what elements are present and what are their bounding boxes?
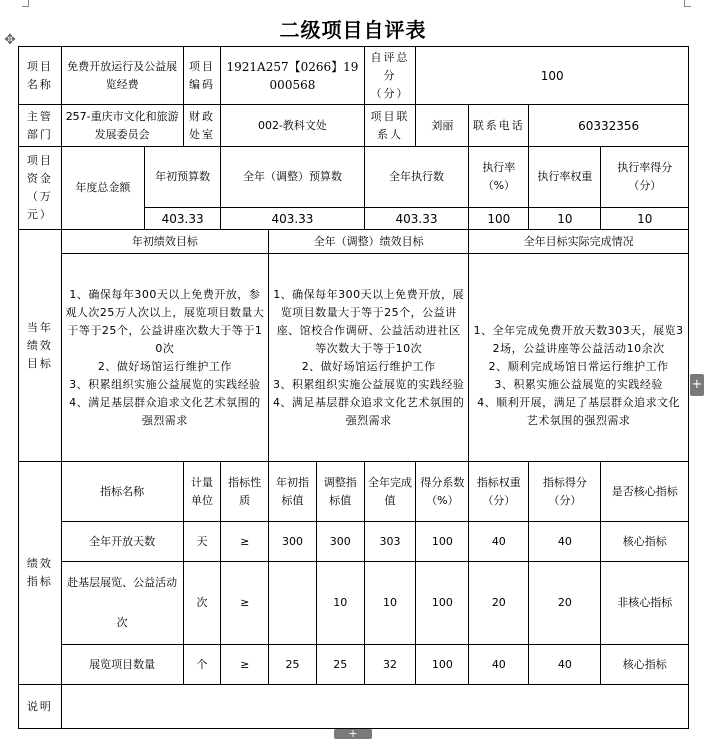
table-row <box>19 522 689 562</box>
ind-coef: 100 <box>416 645 469 685</box>
ind-complete: 10 <box>364 562 416 645</box>
label-exec-score: 执行率得分（分） <box>601 147 689 208</box>
goal-adjusted-text <box>269 254 469 462</box>
ind-weight: 20 <box>469 562 529 645</box>
evaluation-table <box>18 46 689 729</box>
value-notes[interactable] <box>61 685 688 729</box>
ind-core: 核心指标 <box>601 522 689 562</box>
ind-complete: 32 <box>364 645 416 685</box>
label-is-core: 是否核心指标 <box>601 462 689 522</box>
value-dept: 257-重庆市文化和旅游发展委员会 <box>61 105 183 147</box>
goal-actual-text <box>469 254 689 462</box>
value-project-code: 1921A257【0266】19000568 <box>221 47 364 105</box>
label-exec-rate: 执行率（%） <box>469 147 529 208</box>
goal-item: 1、全年完成免费开放天数303天，展览32场，公益讲座等公益活动10余次 <box>473 324 684 355</box>
ind-unit: 次 <box>183 562 221 645</box>
ind-complete: 303 <box>364 522 416 562</box>
label-goal-actual: 全年目标实际完成情况 <box>469 230 689 254</box>
value-contact: 刘丽 <box>416 105 469 147</box>
ind-initial <box>269 562 317 645</box>
ind-weight: 40 <box>469 645 529 685</box>
ind-adjusted: 25 <box>316 645 364 685</box>
table-row <box>19 645 689 685</box>
ind-name: 全年开放天数 <box>61 522 183 562</box>
goal-item: 2、做好场馆运行维护工作 <box>97 359 232 373</box>
ind-nature: ≥ <box>221 645 269 685</box>
ind-name: 展览项目数量 <box>61 645 183 685</box>
label-annual-total: 年度总金额 <box>61 147 144 230</box>
label-initial-budget: 年初预算数 <box>145 147 221 208</box>
label-phone: 联系电话 <box>469 105 529 147</box>
value-exec-weight: 10 <box>529 208 601 230</box>
label-score-coef: 得分系数（%） <box>416 462 469 522</box>
ind-initial: 25 <box>269 645 317 685</box>
label-ind-weight: 指标权重（分） <box>469 462 529 522</box>
ind-core: 非核心指标 <box>601 562 689 645</box>
add-column-icon[interactable]: + <box>690 374 704 396</box>
goal-item: 4、满足基层群众追求文化艺术氛围的强烈需求 <box>69 395 261 427</box>
goal-item: 2、顺利完成场馆日常运行维护工作 <box>488 360 669 373</box>
ind-name: 赴基层展览、公益活动次 <box>61 562 183 645</box>
goal-item: 2、做好场馆运行维护工作 <box>301 359 436 373</box>
goal-item: 1、确保每年300天以上免费开放，展览项目数量大于等于25个，公益讲座、馆校合作调研、公益活动进社区等次数大于等于10次 <box>273 287 465 355</box>
label-ind-initial: 年初指标值 <box>269 462 317 522</box>
ind-weight: 40 <box>469 522 529 562</box>
label-unit: 计量单位 <box>183 462 221 522</box>
label-finance: 财政处室 <box>183 105 221 147</box>
label-goal-initial: 年初绩效目标 <box>61 230 268 254</box>
ind-nature: ≥ <box>221 522 269 562</box>
ind-adjusted: 10 <box>316 562 364 645</box>
crop-mark <box>684 0 691 7</box>
ind-coef: 100 <box>416 522 469 562</box>
ind-coef: 100 <box>416 562 469 645</box>
ind-score: 20 <box>529 562 601 645</box>
label-ind-adjusted: 调整指标值 <box>316 462 364 522</box>
label-self-score: 自评总分（分） <box>364 47 416 105</box>
value-phone: 60332356 <box>529 105 689 147</box>
goal-item: 1、确保每年300天以上免费开放，参观人次25万人次以上，展览项目数量大于等于25个，公益讲座次数大于等于10次 <box>65 287 265 355</box>
value-executed: 403.33 <box>364 208 469 230</box>
ind-score: 40 <box>529 645 601 685</box>
value-exec-rate: 100 <box>469 208 529 230</box>
value-project-name: 免费开放运行及公益展览经费 <box>61 47 183 105</box>
value-finance: 002-教科文处 <box>221 105 364 147</box>
value-adjusted-budget: 403.33 <box>221 208 364 230</box>
label-perf-ind: 绩效指标 <box>19 462 62 685</box>
value-self-score: 100 <box>416 47 689 105</box>
label-adjusted-budget: 全年（调整）预算数 <box>221 147 364 208</box>
label-project-name: 项目名称 <box>19 47 62 105</box>
goal-item: 4、顺利开展，满足了基层群众追求文化艺术氛围的强烈需求 <box>477 396 681 427</box>
ind-score: 40 <box>529 522 601 562</box>
label-funds: 项目资金（万元） <box>19 147 62 230</box>
ind-adjusted: 300 <box>316 522 364 562</box>
label-notes: 说明 <box>19 685 62 729</box>
table-row <box>19 562 689 645</box>
goal-item: 3、积累实施公益展览的实践经验 <box>494 378 663 391</box>
goal-initial-text <box>61 254 268 462</box>
label-ind-complete: 全年完成值 <box>364 462 416 522</box>
label-goal-adjusted: 全年（调整）绩效目标 <box>269 230 469 254</box>
ind-core: 核心指标 <box>601 645 689 685</box>
value-exec-score: 10 <box>601 208 689 230</box>
add-row-icon[interactable]: + <box>334 729 372 739</box>
ind-unit: 个 <box>183 645 221 685</box>
label-ind-score: 指标得分（分） <box>529 462 601 522</box>
goal-item: 3、积累组织实施公益展览的实践经验 <box>69 377 261 391</box>
ind-initial: 300 <box>269 522 317 562</box>
goal-item: 4、满足基层群众追求文化艺术氛围的强烈需求 <box>272 395 465 427</box>
value-initial-budget: 403.33 <box>145 208 221 230</box>
ind-unit: 天 <box>183 522 221 562</box>
label-dept: 主管部门 <box>19 105 62 147</box>
table-move-icon[interactable]: ✥ <box>4 32 16 48</box>
label-ind-name: 指标名称 <box>61 462 183 522</box>
page-title: 二级项目自评表 <box>279 18 427 42</box>
goal-item: 3、积累组织实施公益展览的实践经验 <box>272 377 465 391</box>
label-contact: 项目联系人 <box>364 105 416 147</box>
label-goals: 当年绩效目标 <box>19 230 62 462</box>
crop-mark <box>22 0 29 7</box>
label-exec-weight: 执行率权重 <box>529 147 601 208</box>
label-executed: 全年执行数 <box>364 147 469 208</box>
ind-nature: ≥ <box>221 562 269 645</box>
label-nature: 指标性质 <box>221 462 269 522</box>
label-project-code: 项目编码 <box>183 47 221 105</box>
